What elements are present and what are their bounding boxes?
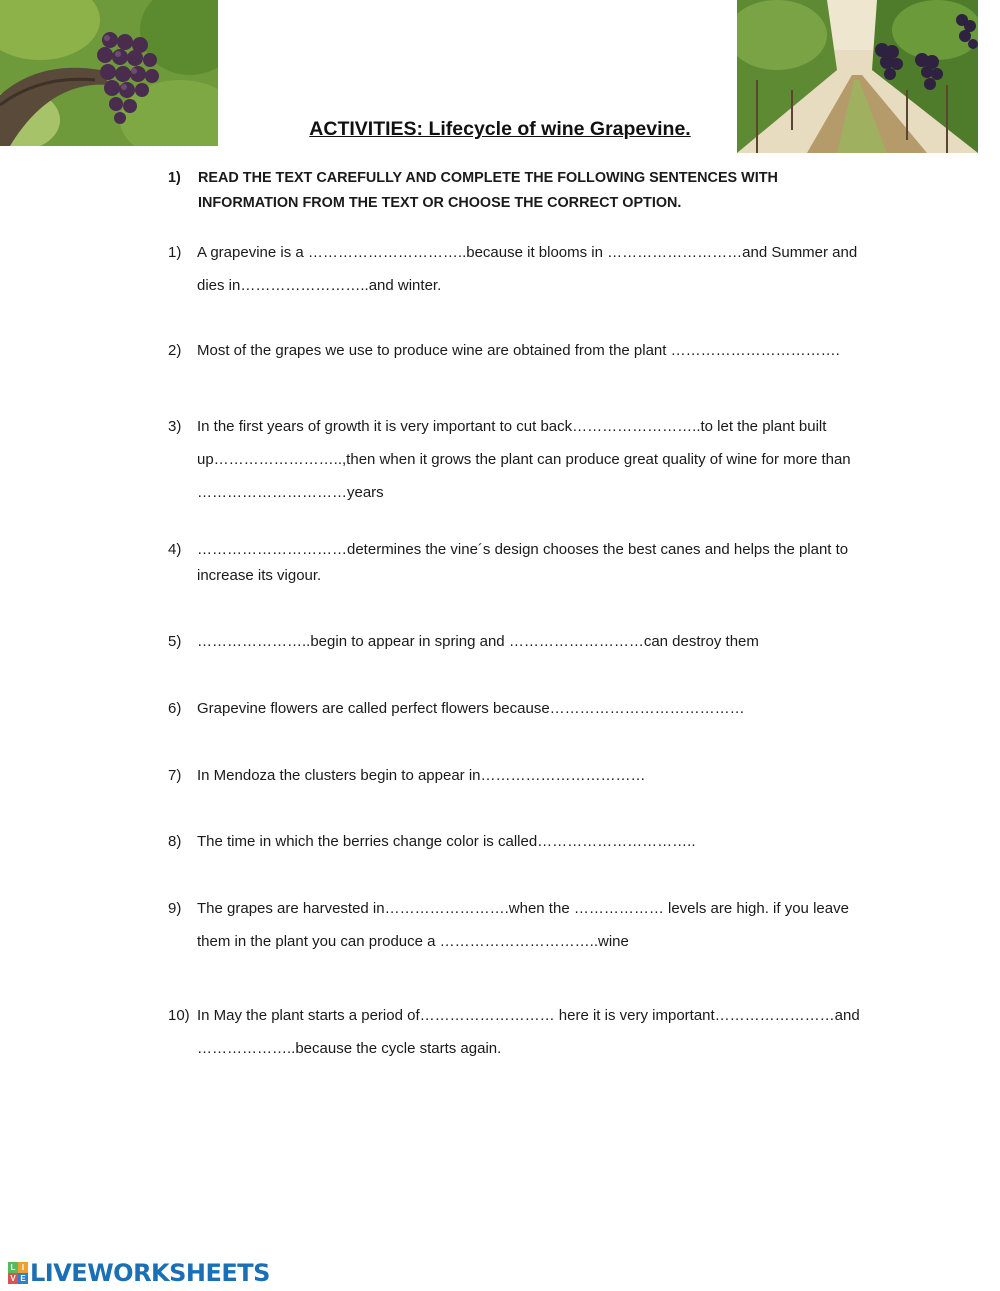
question-text[interactable]: Grapevine flowers are called perfect flowers because………………………………… [197, 700, 745, 717]
question-item [168, 892, 868, 958]
mark-letter: E [18, 1273, 28, 1284]
question-text[interactable]: The grapes are harvested in…………………….when the ……………… levels are high. if you leave them in the plant you can produce a …………………………..wine [197, 900, 849, 950]
question-number: 3) [168, 418, 182, 435]
question-number: 10) [168, 1007, 190, 1024]
question-number: 8) [168, 833, 182, 850]
question-text[interactable]: A grapevine is a …………………………..because it blooms in ………………………and Summer and dies in……………………..and winter. [197, 244, 858, 294]
question-item [168, 537, 868, 589]
worksheet-title: ACTIVITIES: Lifecycle of wine Grapevine. [309, 118, 691, 140]
question-text[interactable]: Most of the grapes we use to produce wine are obtained from the plant ……………………………. [197, 342, 840, 359]
question-item [168, 692, 868, 725]
question-item [168, 236, 868, 302]
instruction-number: 1) [168, 170, 181, 186]
question-number: 6) [168, 700, 182, 717]
question-number: 5) [168, 633, 182, 650]
question-text[interactable]: In May the plant starts a period of……………………… here it is very important……………………and ………………..because the cycle starts again. [197, 1007, 860, 1057]
question-item [168, 625, 868, 658]
question-item [168, 410, 868, 509]
liveworksheets-mark-icon [8, 1262, 28, 1284]
instruction-text: READ THE TEXT CAREFULLY AND COMPLETE THE FOLLOWING SENTENCES WITH INFORMATION FROM THE TEXT OR CHOOSE THE CORRECT OPTION. [198, 170, 778, 211]
mark-letter: V [8, 1273, 18, 1284]
question-item [168, 759, 868, 792]
question-text[interactable]: …………………..begin to appear in spring and ………………………can destroy them [197, 633, 759, 650]
question-number: 7) [168, 767, 182, 784]
question-item [168, 999, 868, 1065]
vineyard-rows-image [737, 0, 978, 153]
liveworksheets-wordmark: LIVEWORKSHEETS [30, 1259, 270, 1287]
question-number: 2) [168, 342, 182, 359]
grapevine-cluster-image [0, 0, 218, 146]
question-text[interactable]: In Mendoza the clusters begin to appear in…………………………… [197, 767, 646, 784]
liveworksheets-logo[interactable] [8, 1259, 270, 1287]
question-item [168, 338, 868, 364]
question-text[interactable]: The time in which the berries change color is called………………………….. [197, 833, 696, 850]
mark-letter: L [8, 1262, 18, 1273]
question-number: 4) [168, 541, 182, 558]
question-item [168, 825, 868, 858]
question-text[interactable]: …………………………determines the vine´s design chooses the best canes and helps the plant to increase its vigour. [197, 541, 849, 584]
question-number: 1) [168, 244, 182, 261]
mark-letter: I [18, 1262, 28, 1273]
instruction-block [168, 166, 848, 216]
question-number: 9) [168, 900, 182, 917]
question-text[interactable]: In the first years of growth it is very important to cut back……………………..to let the plant built up……………………..,then when it grows the plant can produce great quality of wine for more than …………………………years [197, 418, 851, 501]
